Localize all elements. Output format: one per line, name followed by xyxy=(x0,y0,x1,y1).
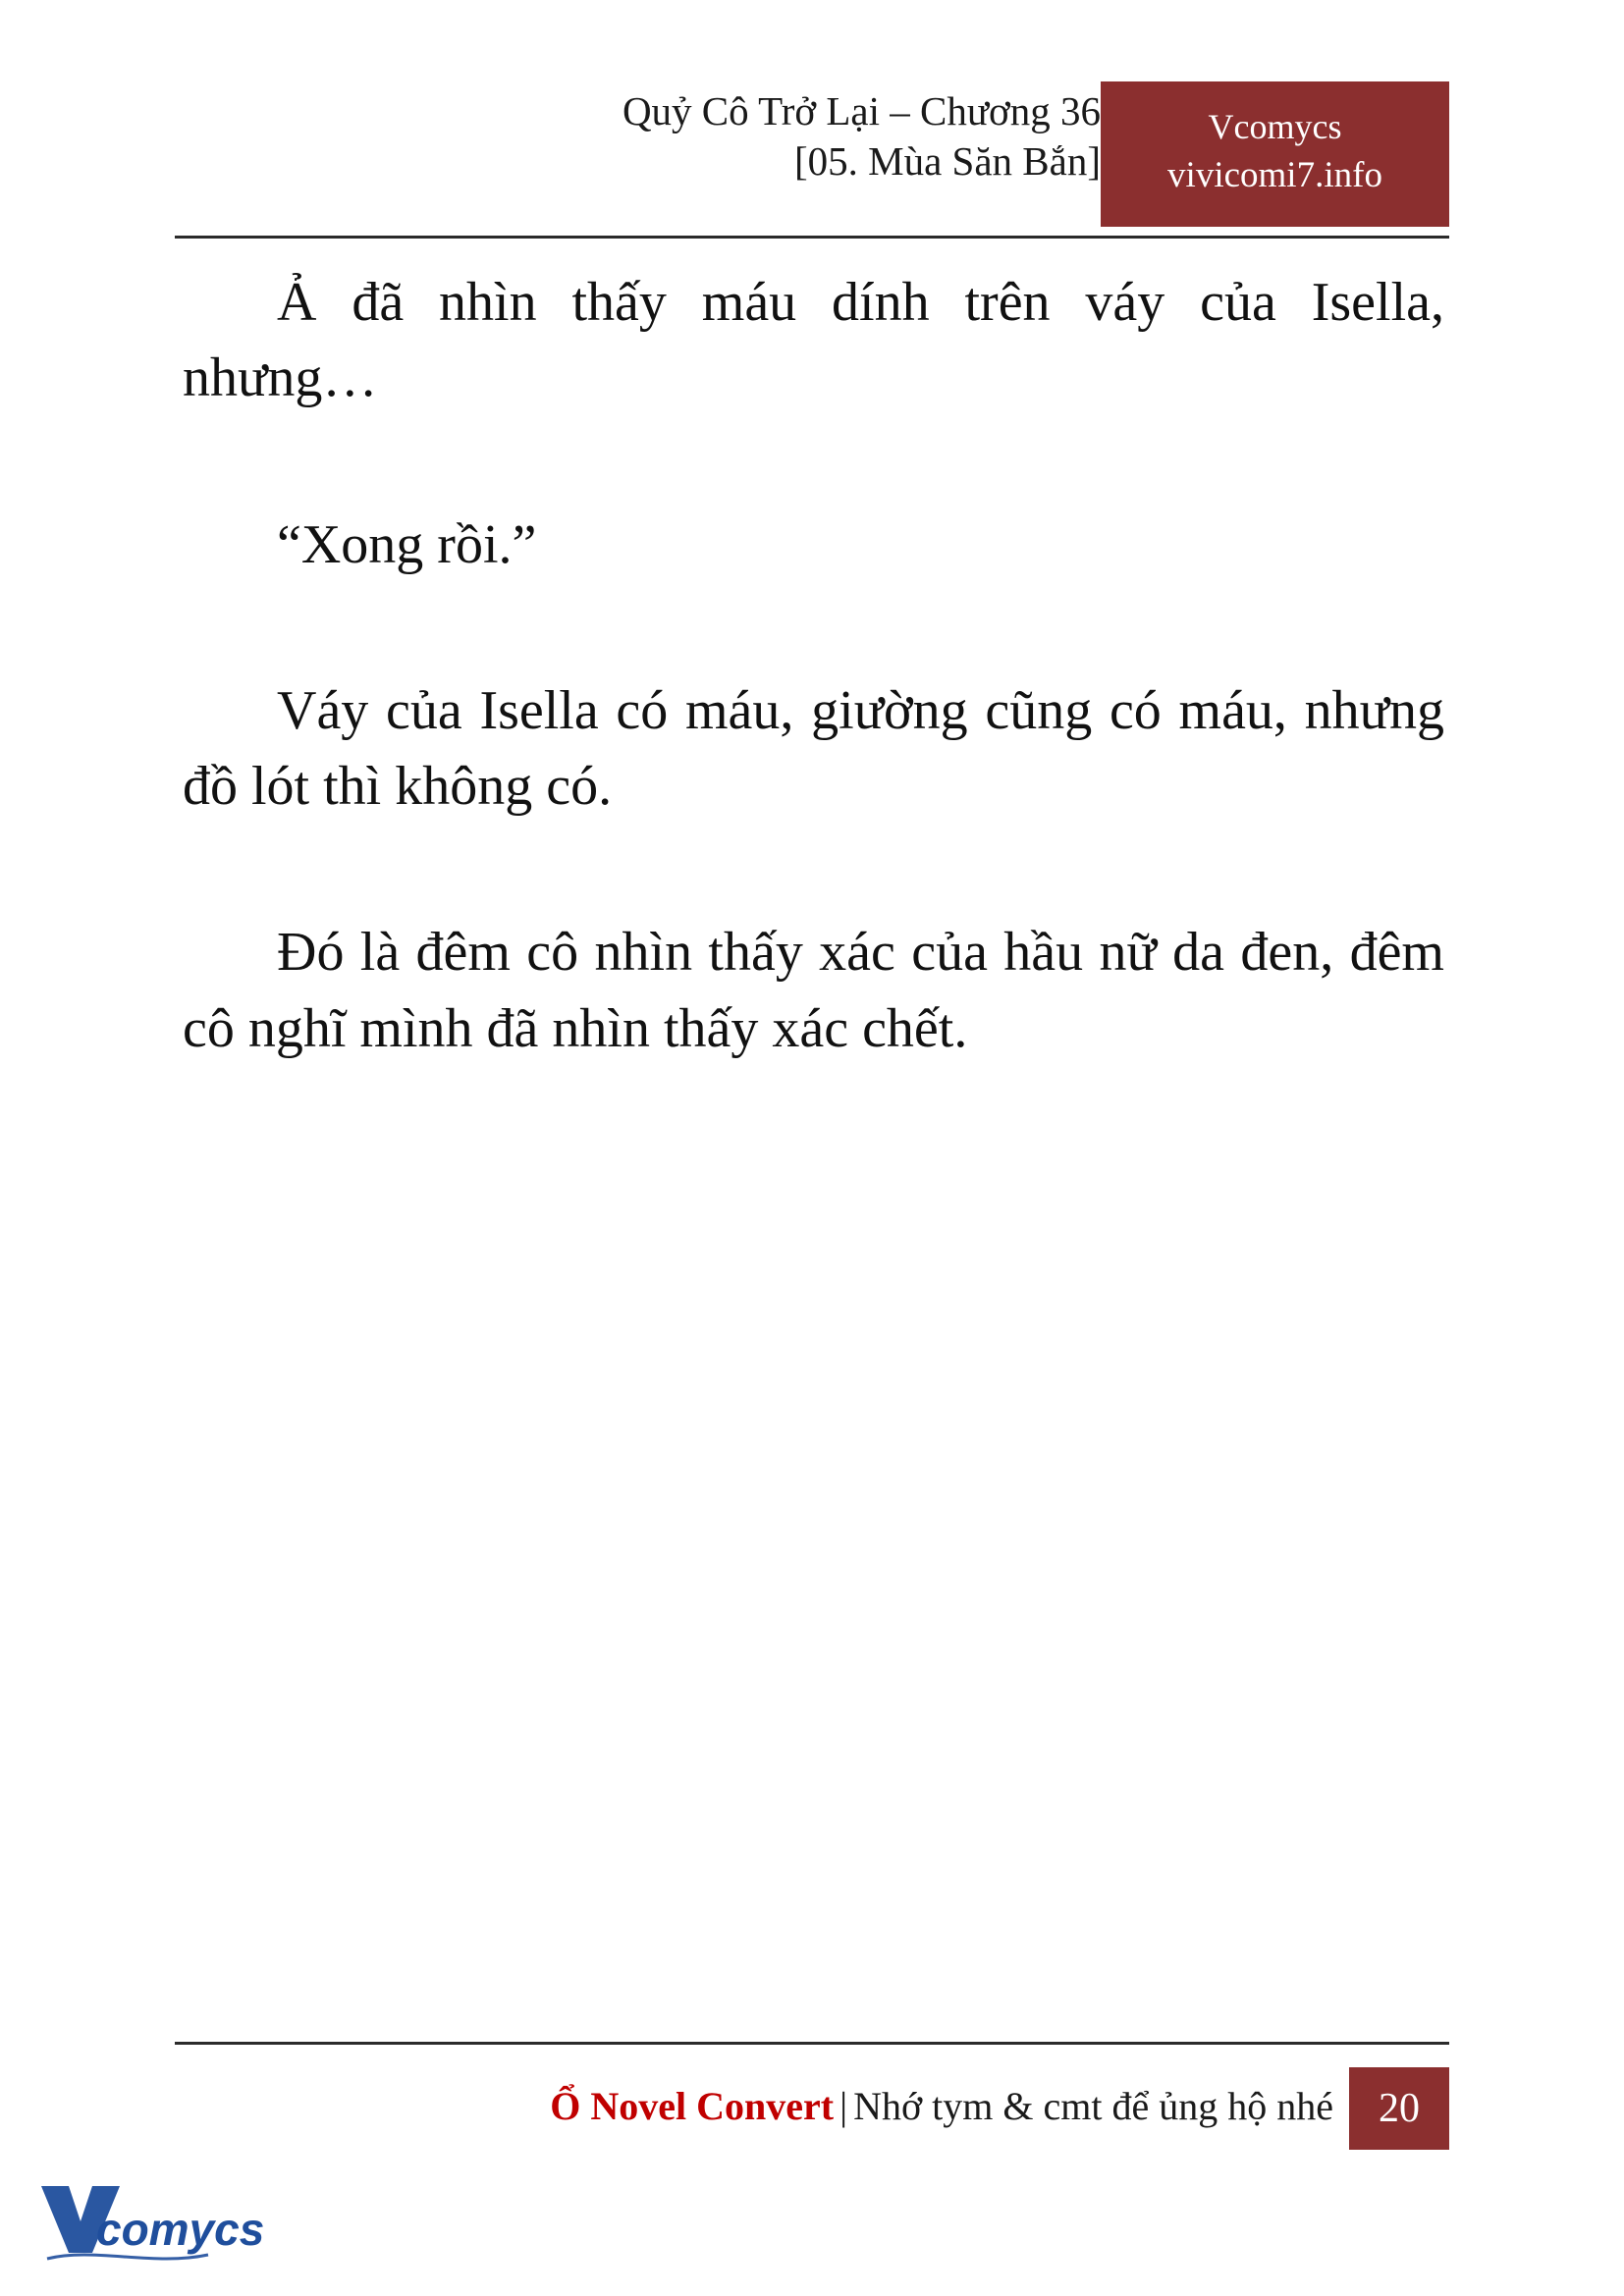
header-divider xyxy=(175,236,1449,239)
paragraph: “Xong rồi.” xyxy=(277,513,537,575)
header-title-line1: Quỷ Cô Trở Lại – Chương 36 xyxy=(622,88,1101,133)
paragraph: Váy của Isella có máu, giường cũng có máu, nhưng đồ lót thì không có. xyxy=(183,679,1444,818)
vcomycs-logo-icon xyxy=(35,2176,281,2265)
page-content xyxy=(183,265,1444,1067)
paragraph: Đó là đêm cô nhìn thấy xác của hầu nữ da đen, đêm cô nghĩ mình đã nhìn thấy xác chết. xyxy=(183,922,1444,1059)
site-badge-name: Vcomycs xyxy=(1208,107,1342,146)
vcomycs-watermark xyxy=(35,2176,281,2265)
page-number-badge: 20 xyxy=(1349,2067,1449,2150)
footer-brand: Ổ Novel Convert xyxy=(550,2084,835,2128)
svg-text:comycs: comycs xyxy=(96,2204,265,2255)
footer-bar xyxy=(175,2081,1449,2158)
site-badge-url: vivicomi7.info xyxy=(1167,154,1382,195)
page-header xyxy=(175,86,1449,234)
paragraph: Ả đã nhìn thấy máu dính trên váy của Isella, nhưng… xyxy=(183,272,1444,409)
header-title-line2: [05. Mùa Săn Bắn] xyxy=(793,138,1101,185)
site-badge xyxy=(1101,81,1449,227)
footer-separator: | xyxy=(839,2084,848,2128)
footer-message: Nhớ tym & cmt để ủng hộ nhé xyxy=(853,2084,1333,2128)
footer-note xyxy=(550,2084,1333,2128)
header-title xyxy=(413,86,1101,187)
footer-divider xyxy=(175,2042,1449,2045)
